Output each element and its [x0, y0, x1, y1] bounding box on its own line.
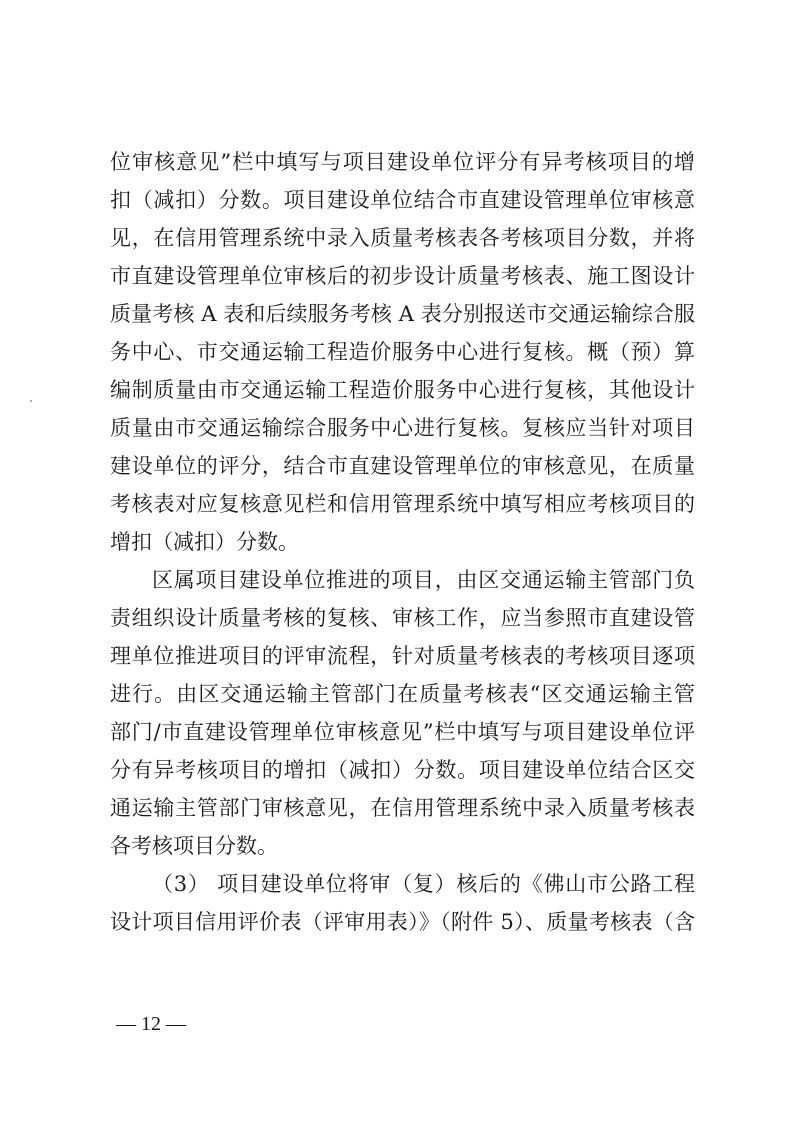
text-line: 考核表对应复核意见栏和信用管理系统中填写相应考核项目的: [110, 492, 695, 516]
text-line: 增扣（减扣）分数。: [110, 530, 299, 554]
text-line: 理单位推进项目的评审流程，针对质量考核表的考核项目逐项: [110, 644, 695, 668]
text-line: 各考核项目分数。: [110, 834, 278, 858]
text-line: 进行。由区交通运输主管部门在质量考核表“区交通运输主管: [110, 682, 695, 706]
margin-mark: [30, 400, 32, 402]
paragraph-first-line: （3） 项目建设单位将审（复）核后的《佛山市公路工程: [152, 872, 695, 896]
text-line: 编制质量由市交通运输工程造价服务中心进行复核，其他设计: [110, 378, 695, 402]
text-line: 务中心、市交通运输工程造价服务中心进行复核。概（预）算: [110, 340, 695, 364]
page-number: — 12 —: [116, 1013, 186, 1035]
text-line: 扣（减扣）分数。项目建设单位结合市直建设管理单位审核意: [110, 188, 695, 212]
text-line: 部门/市直建设管理单位审核意见”栏中填写与项目建设单位评: [110, 720, 695, 744]
text-line: 见，在信用管理系统中录入质量考核表各考核项目分数，并将: [110, 226, 695, 250]
text-line: 设计项目信用评价表（评审用表）》（附件 5）、质量考核表（含: [110, 910, 695, 934]
text-line: 通运输主管部门审核意见，在信用管理系统中录入质量考核表: [110, 796, 695, 820]
text-line: 位审核意见”栏中填写与项目建设单位评分有异考核项目的增: [110, 150, 695, 174]
text-line: 质量由市交通运输综合服务中心进行复核。复核应当针对项目: [110, 416, 695, 440]
text-line: 质量考核 A 表和后续服务考核 A 表分别报送市交通运输综合服: [110, 302, 695, 326]
text-line: 市直建设管理单位审核后的初步设计质量考核表、施工图设计: [110, 264, 695, 288]
text-line: 建设单位的评分，结合市直建设管理单位的审核意见，在质量: [110, 454, 695, 478]
text-line: 分有异考核项目的增扣（减扣）分数。项目建设单位结合区交: [110, 758, 695, 782]
paragraph-first-line: 区属项目建设单位推进的项目，由区交通运输主管部门负: [152, 568, 695, 592]
text-line: 责组织设计质量考核的复核、审核工作，应当参照市直建设管: [110, 606, 695, 630]
